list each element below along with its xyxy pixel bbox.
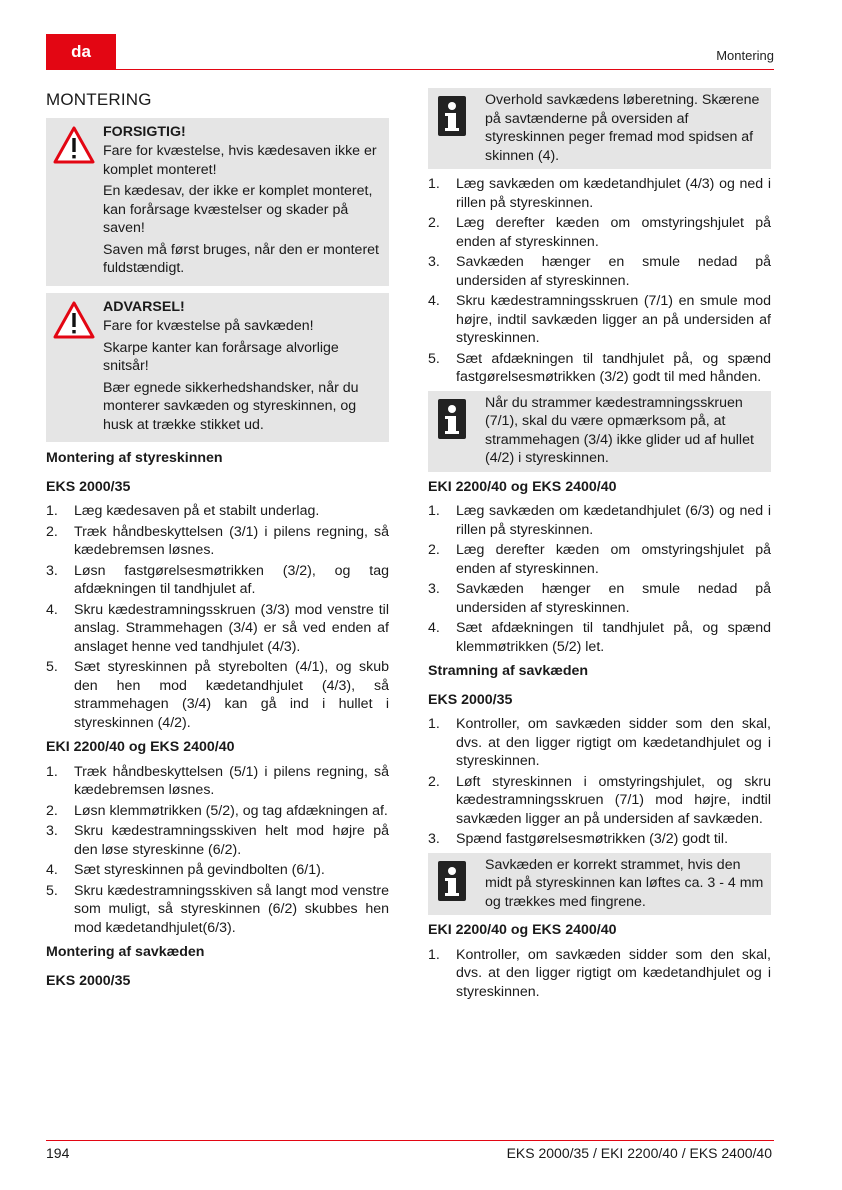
caution-box bbox=[46, 118, 389, 286]
steps-list bbox=[428, 502, 771, 656]
info-text: Når du strammer kædestramningsskruen (7/1), skal du være opmærksom på, at strammehagen (3/4) ikke glider ud af hullet (4/2) i styreskinnen. bbox=[485, 394, 754, 466]
list-item: 1. Læg savkæden om kædetandhjulet (6/3) og ned i rillen på styreskinnen. bbox=[428, 503, 771, 538]
steps-list bbox=[428, 715, 771, 849]
info-icon bbox=[438, 861, 466, 901]
list-item: 1. Læg kædesaven på et stabilt underlag. bbox=[46, 503, 320, 519]
right-column bbox=[428, 88, 771, 1005]
footer-models: EKS 2000/35 / EKI 2200/40 / EKS 2400/40 bbox=[506, 1145, 772, 1161]
caution-text: Fare for kvæstelse, hvis kædesaven ikke er komplet monteret! bbox=[103, 143, 377, 178]
list-item: 4. Skru kædestramningsskruen (7/1) en smule mod højre, indtil savkæden ligger an på undersiden af styreskinnen. bbox=[428, 293, 771, 346]
info-box bbox=[428, 88, 771, 169]
header-rule bbox=[46, 69, 774, 70]
warning-text: Fare for kvæstelse på savkæden! bbox=[103, 318, 314, 334]
page-number: 194 bbox=[46, 1145, 70, 1161]
model-heading: EKS 2000/35 bbox=[46, 478, 131, 495]
warning-text: Skarpe kanter kan forårsage alvorlige snitsår! bbox=[103, 339, 339, 374]
footer-rule bbox=[46, 1140, 774, 1141]
steps-list bbox=[46, 763, 389, 938]
caution-text: En kædesav, der ikke er komplet monteret, kan forårsage kvæstelser og skader på saven! bbox=[103, 183, 373, 236]
list-item: 5. Sæt afdækningen til tandhjulet på, og spænd fastgørelsesmøtrikken (3/2) godt til med hånden. bbox=[428, 350, 771, 385]
steps-list bbox=[46, 502, 389, 732]
warning-triangle-icon bbox=[53, 126, 95, 164]
list-item: 3. Skru kædestramningsskiven helt mod højre på den løse styreskinne (6/2). bbox=[46, 823, 389, 858]
warning-box bbox=[46, 293, 389, 443]
info-box bbox=[428, 391, 771, 472]
list-item: 2. Læg derefter kæden om omstyringshjulet på enden af styreskinnen. bbox=[428, 215, 771, 250]
list-item: 2. Træk håndbeskyttelsen (3/1) i pilens regning, så kædebremsen løsnes. bbox=[46, 523, 389, 558]
warning-title: ADVARSEL! bbox=[103, 298, 185, 315]
subheading-chain: Montering af savkæden bbox=[46, 944, 205, 960]
language-tab: da bbox=[46, 34, 116, 70]
list-item: 1. Læg savkæden om kædetandhjulet (4/3) og ned i rillen på styreskinnen. bbox=[428, 176, 771, 211]
list-item: 3. Savkæden hænger en smule nedad på undersiden af styreskinnen. bbox=[428, 581, 771, 616]
subheading-rail: Montering af styreskinnen bbox=[46, 450, 223, 466]
info-text: Savkæden er korrekt strammet, hvis den midt på styreskinnen kan løftes ca. 3 - 4 mm og trækkes med fingrene. bbox=[485, 856, 764, 910]
info-box bbox=[428, 853, 771, 916]
model-heading: EKI 2200/40 og EKS 2400/40 bbox=[428, 922, 617, 938]
info-text: Overhold savkædens løberetning. Skærene på savtænderne på oversiden af styreskinnen peger fremad mod spidsen af skinnen (4). bbox=[485, 92, 760, 164]
left-column bbox=[46, 88, 389, 996]
steps-list bbox=[428, 175, 771, 387]
header-title: Montering bbox=[716, 48, 774, 63]
list-item: 3. Savkæden hænger en smule nedad på undersiden af styreskinnen. bbox=[428, 254, 771, 289]
list-item: 4. Sæt styreskinnen på gevindbolten (6/1). bbox=[46, 862, 325, 878]
section-title: MONTERING bbox=[46, 90, 152, 109]
list-item: 5. Sæt styreskinnen på styrebolten (4/1), og skub den hen mod kædetandhjulet (4/3), så strammehagen (3/4) kan gå ind i hullet i styreskinnen (4/2). bbox=[46, 659, 389, 731]
model-heading: EKI 2200/40 og EKS 2400/40 bbox=[428, 478, 617, 495]
model-heading: EKS 2000/35 bbox=[428, 691, 513, 708]
list-item: 1. Træk håndbeskyttelsen (5/1) i pilens regning, så kædebremsen løsnes. bbox=[46, 763, 389, 798]
list-item: 2. Løft styreskinnen i omstyringshjulet, og skru kædestramningsskruen (7/1) mod højre, indtil savkæden ligger an på undersiden af savkæden. bbox=[428, 773, 771, 827]
list-item: 3. Løsn fastgørelsesmøtrikken (3/2), og tag afdækningen til tandhjulet af. bbox=[46, 562, 389, 597]
info-icon bbox=[438, 399, 466, 439]
warning-text: Bær egnede sikkerhedshandsker, når du monterer savkæden og styreskinnen, og husk at trække stikket ud. bbox=[103, 379, 359, 433]
model-heading: EKS 2000/35 bbox=[46, 972, 131, 989]
list-item: 4. Sæt afdækningen til tandhjulet på, og spænd klemmøtrikken (5/2) let. bbox=[428, 620, 771, 655]
list-item: 2. Læg derefter kæden om omstyringshjulet på enden af styreskinnen. bbox=[428, 542, 771, 577]
caution-title: FORSIGTIG! bbox=[103, 123, 186, 140]
list-item: 4. Skru kædestramningsskruen (3/3) mod venstre til anslag. Strammehagen (3/4) er så ved enden af anslaget henne ved tandhjulet (4/3). bbox=[46, 601, 389, 655]
list-item: 2. Løsn klemmøtrikken (5/2), og tag afdækningen af. bbox=[46, 802, 388, 819]
list-item: 5. Skru kædestramningsskiven så langt mod venstre som muligt, så styreskinnen (6/2) skubbes hen mod kædetandhjulet(6/3). bbox=[46, 882, 389, 936]
caution-text: Saven må først bruges, når den er monteret fuldstændigt. bbox=[103, 241, 379, 276]
list-item: 1. Kontroller, om savkæden sidder som den skal, dvs. at den ligger rigtigt om kædetandhjulet og i styreskinnen. bbox=[428, 716, 771, 769]
warning-triangle-icon bbox=[53, 301, 95, 339]
list-item: 3. Spænd fastgørelsesmøtrikken (3/2) godt til. bbox=[428, 831, 729, 847]
list-item: 1. Kontroller, om savkæden sidder som den skal, dvs. at den ligger rigtigt om kædetandhjulet og i styreskinnen. bbox=[428, 946, 771, 1000]
info-icon bbox=[438, 96, 466, 136]
model-heading: EKI 2200/40 og EKS 2400/40 bbox=[46, 739, 235, 755]
subheading-tension: Stramning af savkæden bbox=[428, 663, 589, 679]
steps-list bbox=[428, 946, 771, 1002]
